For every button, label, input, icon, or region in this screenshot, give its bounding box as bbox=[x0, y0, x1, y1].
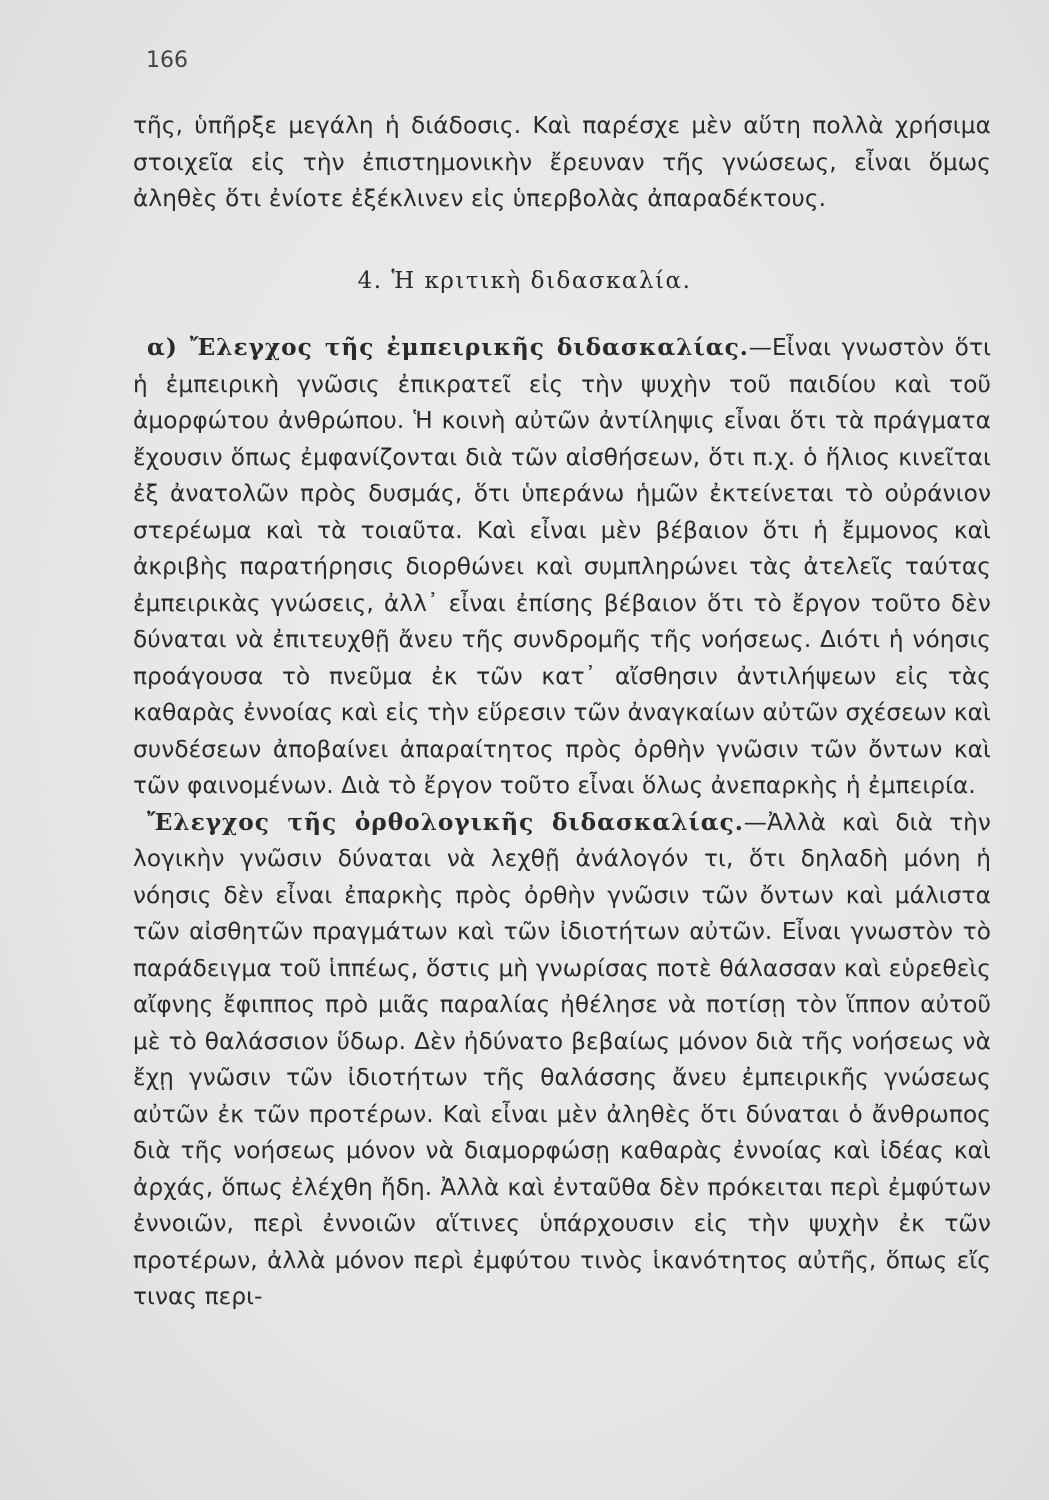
subsection-title-rationalist: Ἔλεγχος τῆς ὀρθολογικῆς διδασκαλίας. bbox=[147, 808, 744, 836]
top-paragraph-block bbox=[133, 108, 991, 218]
paragraph-empirical-text: —Εἶναι γνωστὸν ὅτι ἡ ἐμπειρικὴ γνῶσις ἐπικρατεῖ εἰς τὴν ψυχὴν τοῦ παιδίου καὶ τοῦ ἀμορφώτου ἀνθρώπου. Ἡ κοινὴ αὐτῶν ἀντίληψις εἶναι ὅτι τὰ πράγματα ἔχουσιν ὅπως ἐμφανίζονται διὰ τῶν αἰσθήσεων, ὅτι π.χ. ὁ ἥλιος κινεῖται ἐξ ἀνατολῶν πρὸς δυσμάς, ὅτι ὑπεράνω ἡμῶν ἐκτείνεται τὸ οὐράνιον στερέωμα καὶ τὰ τοιαῦτα. Καὶ εἶναι μὲν βέβαιον ὅτι ἡ ἔμμονος καὶ ἀκριβὴς παρατήρησις διορθώνει καὶ συμπληρώνει τὰς ἀτελεῖς ταύτας ἐμπειρικὰς γνώσεις, ἀλλ᾽ εἶναι ἐπίσης βέβαιον ὅτι τὸ ἔργον τοῦτο δὲν δύναται νὰ ἐπιτευχθῇ ἄνευ τῆς συνδρομῆς τῆς νοήσεως. Διότι ἡ νόησις προάγουσα τὸ πνεῦμα ἐκ τῶν κατ᾽ αἴσθησιν ἀντιλήψεων εἰς τὰς καθαρὰς ἐννοίας καὶ εἰς τὴν εὕρεσιν τῶν ἀναγκαίων αὐτῶν σχέσεων καὶ συνδέσεων ἀποβαίνει ἀπαραίτητος πρὸς ὀρθὴν γνῶσιν τῶν ὄντων καὶ τῶν φαινομένων. Διὰ τὸ ἔργον τοῦτο εἶναι ὅλως ἀνεπαρκὴς ἡ ἐμπειρία. bbox=[133, 334, 991, 799]
paragraph-empirical-critique bbox=[133, 330, 991, 805]
paragraph-rationalist-critique bbox=[133, 805, 991, 1316]
paragraph-rationalist-text: —Ἀλλὰ καὶ διὰ τὴν λογικὴν γνῶσιν δύναται νὰ λεχθῇ ἀνάλογόν τι, ὅτι δηλαδὴ μόνη ἡ νόησις δὲν εἶναι ἐπαρκὴς πρὸς ὀρθὴν γνῶσιν τῶν ὄντων καὶ μάλιστα τῶν αἰσθητῶν πραγμάτων καὶ τῶν ἰδιοτήτων αὐτῶν. Εἶναι γνωστὸν τὸ παράδειγμα τοῦ ἱππέως, ὅστις μὴ γνωρίσας ποτὲ θάλασσαν καὶ εὑρεθεὶς αἴφνης ἔφιππος πρὸ μιᾶς παραλίας ἠθέλησε νὰ ποτίσῃ τὸν ἵππον αὐτοῦ μὲ τὸ θαλάσσιον ὕδωρ. Δὲν ἠδύνατο βεβαίως μόνον διὰ τῆς νοήσεως νὰ ἔχῃ γνῶσιν τῶν ἰδιοτήτων τῆς θαλάσσης ἄνευ ἐμπειρικῆς γνώσεως αὐτῶν ἐκ τῶν προτέρων. Καὶ εἶναι μὲν ἀληθὲς ὅτι δύναται ὁ ἄνθρωπος διὰ τῆς νοήσεως μόνον νὰ διαμορφώσῃ καθαρὰς ἐννοίας καὶ ἰδέας καὶ ἀρχάς, ὅπως ἐλέχθη ἤδη. Ἀλλὰ καὶ ἐνταῦθα δὲν πρόκειται περὶ ἐμφύτων ἐννοιῶν, περὶ ἐννοιῶν αἵτινες ὑπάρχουσιν εἰς τὴν ψυχὴν ἐκ τῶν προτέρων, ἀλλὰ μόνον περὶ ἐμφύτου τινὸς ἱκανότητος αὐτῆς, ὅπως εἴς τινας περι- bbox=[133, 808, 991, 1310]
subsection-title-empirical: α) Ἔλεγχος τῆς ἐμπειρικῆς διδασκαλίας. bbox=[147, 334, 749, 361]
page-number: 166 bbox=[146, 48, 188, 73]
section-heading: 4. Ἡ κριτικὴ διδασκαλία. bbox=[357, 268, 692, 294]
top-paragraph: τῆς, ὑπῆρξε μεγάλη ἡ διάδοσις. Καὶ παρέσχε μὲν αὕτη πολλὰ χρήσιμα στοιχεῖα εἰς τὴν ἐπιστημονικὴν ἔρευναν τῆς γνώσεως, εἶναι ὅμως ἀληθὲς ὅτι ἐνίοτε ἐξέκλινεν εἰς ὑπερβολὰς ἀπαραδέκτους. bbox=[133, 112, 991, 212]
body-text-block bbox=[133, 330, 991, 1316]
